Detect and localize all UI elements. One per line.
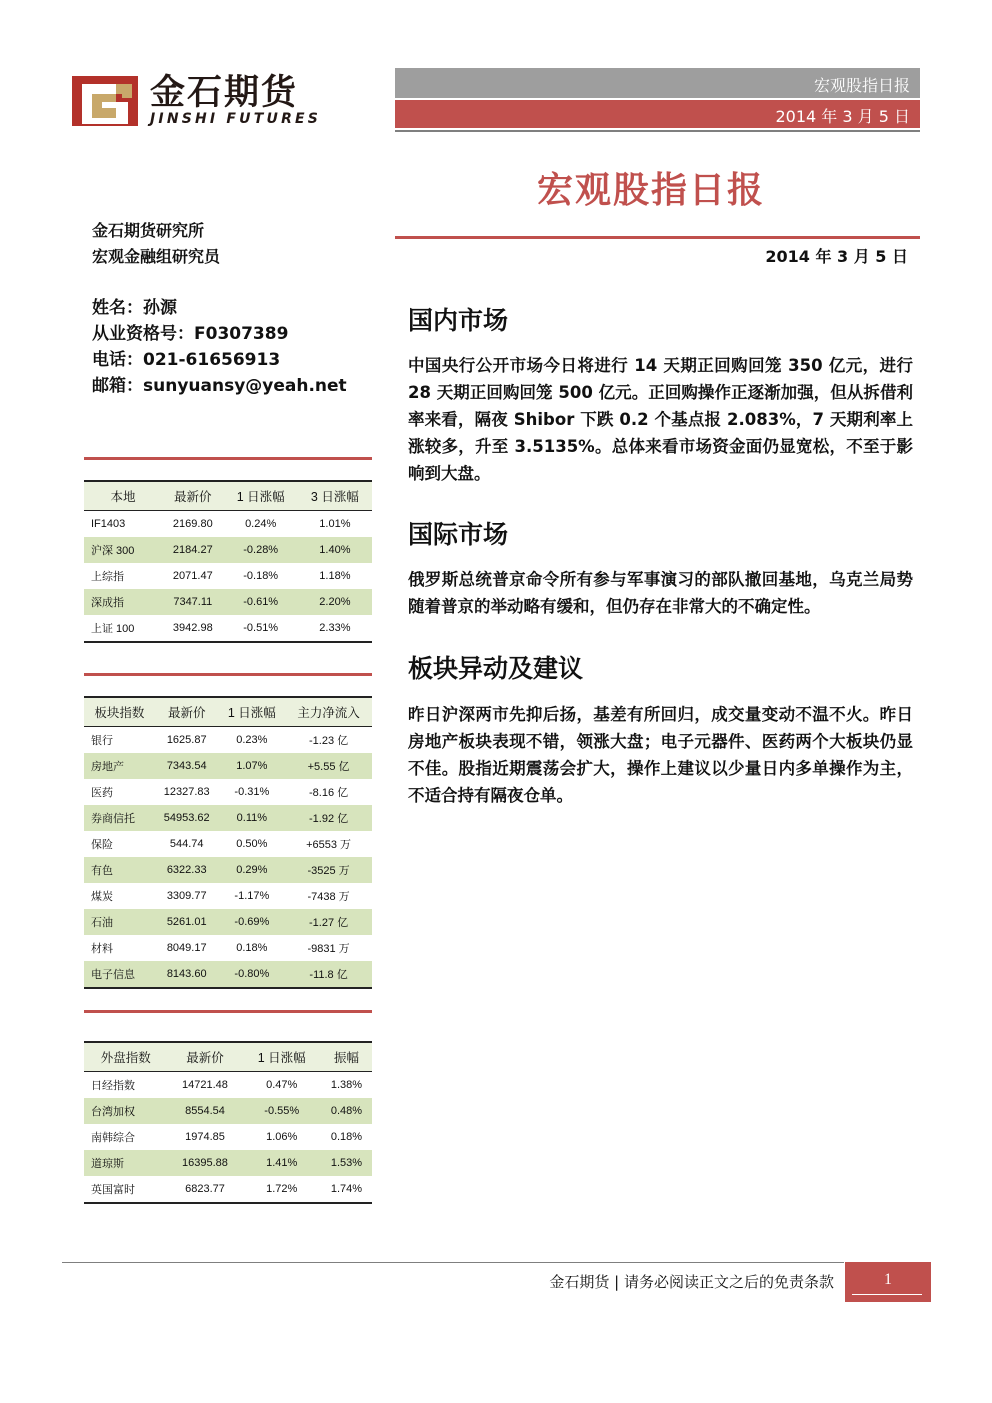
table-cell: 3942.98 bbox=[162, 615, 224, 642]
table-header: 1 日涨幅 bbox=[243, 1042, 321, 1072]
author-name: 姓名：孙源 bbox=[92, 298, 177, 318]
table-cell: 1.74% bbox=[321, 1176, 372, 1203]
table-cell: 2071.47 bbox=[172, 570, 213, 582]
table-cell: -0.55% bbox=[243, 1098, 321, 1124]
table-row bbox=[84, 935, 372, 961]
section-body-sector: 昨日沪深两市先抑后扬，基差有所回归，成交量变动不温不火。昨日房地产板块表现不错，领涨大盘；电子元器件、医药两个大板块仍显不佳。股指近期震荡会扩大，操作上建议以少量日内多单操作为主，不适合持有隔夜仓单。 bbox=[408, 705, 913, 805]
table-cell: 道琼斯 bbox=[84, 1150, 167, 1176]
table-header: 外盘指数 bbox=[84, 1042, 167, 1072]
table-cell: 南韩综合 bbox=[91, 1132, 135, 1144]
table-row bbox=[84, 537, 372, 563]
table-row bbox=[84, 779, 372, 805]
table-cell: 英国富时 bbox=[84, 1176, 167, 1203]
table-cell: 1.40% bbox=[298, 537, 372, 563]
table-header: 振幅 bbox=[321, 1042, 372, 1072]
table-cell: 0.29% bbox=[219, 857, 286, 883]
table-cell: -11.8 亿 bbox=[285, 961, 372, 988]
table-divider bbox=[84, 1010, 372, 1013]
table-cell: 2184.27 bbox=[162, 537, 224, 563]
table-header: 板块指数 bbox=[84, 697, 155, 727]
table-cell: -0.51% bbox=[224, 615, 298, 642]
table-cell: 日经指数 bbox=[91, 1080, 135, 1092]
table-cell: IF1403 bbox=[91, 518, 126, 530]
institute-name: 金石期货研究所 bbox=[92, 221, 205, 240]
table-cell: 0.24% bbox=[245, 518, 277, 530]
table-cell: 上证 100 bbox=[84, 615, 162, 642]
footer-divider bbox=[62, 1262, 844, 1263]
table-cell: 1.01% bbox=[319, 518, 351, 530]
header-report-bar bbox=[395, 68, 920, 98]
table-header: 最新价 bbox=[167, 1042, 242, 1072]
table-row bbox=[84, 753, 372, 779]
table-cell: 544.74 bbox=[169, 838, 204, 850]
table-row bbox=[84, 563, 372, 589]
table-cell: -0.61% bbox=[224, 589, 298, 615]
table-cell: -0.80% bbox=[219, 961, 286, 988]
table-cell: 有色 bbox=[84, 857, 155, 883]
table-header-row bbox=[84, 481, 372, 511]
table-cell: -7438 万 bbox=[307, 891, 350, 903]
overseas-index-table bbox=[84, 1041, 372, 1204]
table-cell: 3309.77 bbox=[166, 890, 207, 902]
table-cell: -0.18% bbox=[243, 570, 279, 582]
table-cell: 保险 bbox=[91, 839, 113, 851]
table-cell: 1.18% bbox=[319, 570, 351, 582]
table-cell: 2.20% bbox=[298, 589, 372, 615]
table-cell: 上综指 bbox=[91, 571, 124, 583]
table-header: 本地 bbox=[84, 481, 162, 511]
table-divider bbox=[84, 457, 372, 460]
table-cell: 1.38% bbox=[330, 1079, 363, 1091]
table-header: 1 日涨幅 bbox=[224, 481, 298, 511]
table-cell: 0.23% bbox=[236, 734, 268, 746]
author-contact bbox=[92, 295, 347, 399]
page-title: 宏观股指日报 bbox=[537, 170, 766, 211]
company-logo-mark bbox=[72, 76, 138, 126]
author-email: 邮箱：sunyuansy@yeah.net bbox=[92, 376, 347, 396]
title-divider bbox=[395, 236, 920, 239]
research-group: 宏观金融组研究员 bbox=[92, 247, 221, 266]
table-divider bbox=[84, 673, 372, 676]
table-cell: -1.27 亿 bbox=[285, 909, 372, 935]
table-row bbox=[84, 1176, 372, 1203]
table-cell: 1.53% bbox=[321, 1150, 372, 1176]
domestic-index-table bbox=[84, 480, 372, 643]
section-heading-international: 国际市场 bbox=[408, 520, 509, 549]
table-row bbox=[84, 883, 372, 909]
table-row bbox=[84, 1124, 372, 1150]
table-cell: -8.16 亿 bbox=[309, 787, 349, 799]
table-cell: +5.55 亿 bbox=[285, 753, 372, 779]
table-row bbox=[84, 589, 372, 615]
table-cell: -0.28% bbox=[224, 537, 298, 563]
table-cell: 2.33% bbox=[298, 615, 372, 642]
section-body-domestic: 中国央行公开市场今日将进行 14 天期正回购回笼 350 亿元，进行 28 天期正回购回笼 500 亿元。正回购操作正逐渐加强，但从拆借利率来看，隔夜 Shibor 下跌 0.2 个基点报 2.083%，7 天期利率上涨较多，升至 3.5135%。总体来看市场资金面仍显宽松，不至于影响到大盘。 bbox=[408, 356, 913, 483]
table-cell: 材料 bbox=[91, 943, 113, 955]
table-cell: 54953.62 bbox=[155, 805, 219, 831]
table-header: 1 日涨幅 bbox=[219, 697, 286, 727]
page-number: 1 bbox=[884, 1271, 892, 1288]
table-cell: 沪深 300 bbox=[84, 537, 162, 563]
author-license: 从业资格号：F0307389 bbox=[92, 324, 289, 344]
table-row bbox=[84, 1072, 372, 1099]
table-cell: -1.17% bbox=[234, 890, 270, 902]
table-cell: 14721.48 bbox=[182, 1079, 228, 1091]
table-cell: 1.07% bbox=[219, 753, 286, 779]
table-cell: 煤炭 bbox=[91, 891, 113, 903]
header-divider bbox=[395, 130, 920, 132]
report-date: 2014 年 3 月 5 日 bbox=[765, 247, 908, 266]
table-cell: 7343.54 bbox=[155, 753, 219, 779]
table-cell: 深成指 bbox=[84, 589, 162, 615]
table-header-row bbox=[84, 697, 372, 727]
table-cell: 1974.85 bbox=[185, 1131, 225, 1143]
table-cell: 1.72% bbox=[243, 1176, 321, 1203]
table-cell: -1.23 亿 bbox=[309, 735, 349, 747]
table-row bbox=[84, 857, 372, 883]
table-cell: 银行 bbox=[91, 735, 113, 747]
table-cell: 医药 bbox=[91, 787, 113, 799]
sector-index-table bbox=[84, 696, 372, 989]
table-cell: 0.18% bbox=[330, 1131, 363, 1143]
author-phone: 电话：021-61656913 bbox=[92, 350, 281, 370]
table-cell: 5261.01 bbox=[155, 909, 219, 935]
table-cell: 台湾加权 bbox=[84, 1098, 167, 1124]
table-cell: -0.69% bbox=[219, 909, 286, 935]
table-cell: -0.31% bbox=[234, 786, 270, 798]
section-body-international: 俄罗斯总统普京命令所有参与军事演习的部队撤回基地，乌克兰局势随着普京的举动略有缓和，但仍存在非常大的不确定性。 bbox=[408, 570, 913, 616]
table-row bbox=[84, 805, 372, 831]
table-cell: 1625.87 bbox=[166, 734, 207, 746]
table-cell: 房地产 bbox=[84, 753, 155, 779]
table-cell: 16395.88 bbox=[167, 1150, 242, 1176]
table-cell: 0.50% bbox=[236, 838, 268, 850]
footer-disclaimer: 金石期货 | 请务必阅读正文之后的免责条款 bbox=[549, 1273, 834, 1291]
table-header-row bbox=[84, 1042, 372, 1072]
company-logo-english: JINSHI FUTURES bbox=[150, 111, 322, 127]
table-row bbox=[84, 961, 372, 988]
header-report-name: 宏观股指日报 bbox=[813, 76, 910, 95]
table-row bbox=[84, 1150, 372, 1176]
table-cell: 2169.80 bbox=[172, 518, 213, 530]
table-cell: +6553 万 bbox=[306, 839, 352, 851]
table-header: 主力净流入 bbox=[285, 697, 372, 727]
table-cell: 6322.33 bbox=[155, 857, 219, 883]
table-cell: -9831 万 bbox=[307, 943, 350, 955]
table-cell: 0.11% bbox=[219, 805, 286, 831]
page-number-box bbox=[845, 1262, 931, 1302]
section-heading-domestic: 国内市场 bbox=[408, 306, 509, 335]
table-cell: 8049.17 bbox=[166, 942, 207, 954]
table-cell: 8554.54 bbox=[167, 1098, 242, 1124]
institute-info bbox=[92, 218, 220, 270]
header-date-bar bbox=[395, 100, 920, 128]
table-header: 最新价 bbox=[155, 697, 219, 727]
table-cell: 8143.60 bbox=[155, 961, 219, 988]
company-logo-text: 金石期货 bbox=[150, 73, 299, 113]
table-cell: -1.92 亿 bbox=[285, 805, 372, 831]
table-cell: 0.47% bbox=[266, 1079, 298, 1091]
table-cell: 电子信息 bbox=[84, 961, 155, 988]
table-row bbox=[84, 511, 372, 538]
table-cell: 0.18% bbox=[236, 942, 268, 954]
table-row bbox=[84, 909, 372, 935]
table-cell: 1.41% bbox=[243, 1150, 321, 1176]
table-cell: 12327.83 bbox=[163, 786, 210, 798]
table-cell: -3525 万 bbox=[285, 857, 372, 883]
header-date: 2014 年 3 月 5 日 bbox=[775, 107, 910, 126]
table-header: 3 日涨幅 bbox=[298, 481, 372, 511]
table-row bbox=[84, 1098, 372, 1124]
table-cell: 0.48% bbox=[321, 1098, 372, 1124]
table-row bbox=[84, 727, 372, 754]
table-header: 最新价 bbox=[162, 481, 224, 511]
table-cell: 6823.77 bbox=[167, 1176, 242, 1203]
table-cell: 券商信托 bbox=[84, 805, 155, 831]
table-row bbox=[84, 831, 372, 857]
table-row bbox=[84, 615, 372, 642]
table-cell: 1.06% bbox=[266, 1131, 298, 1143]
table-cell: 石油 bbox=[84, 909, 155, 935]
page-number-underline bbox=[852, 1294, 922, 1295]
table-cell: 7347.11 bbox=[162, 589, 224, 615]
section-heading-sector: 板块异动及建议 bbox=[408, 654, 584, 683]
